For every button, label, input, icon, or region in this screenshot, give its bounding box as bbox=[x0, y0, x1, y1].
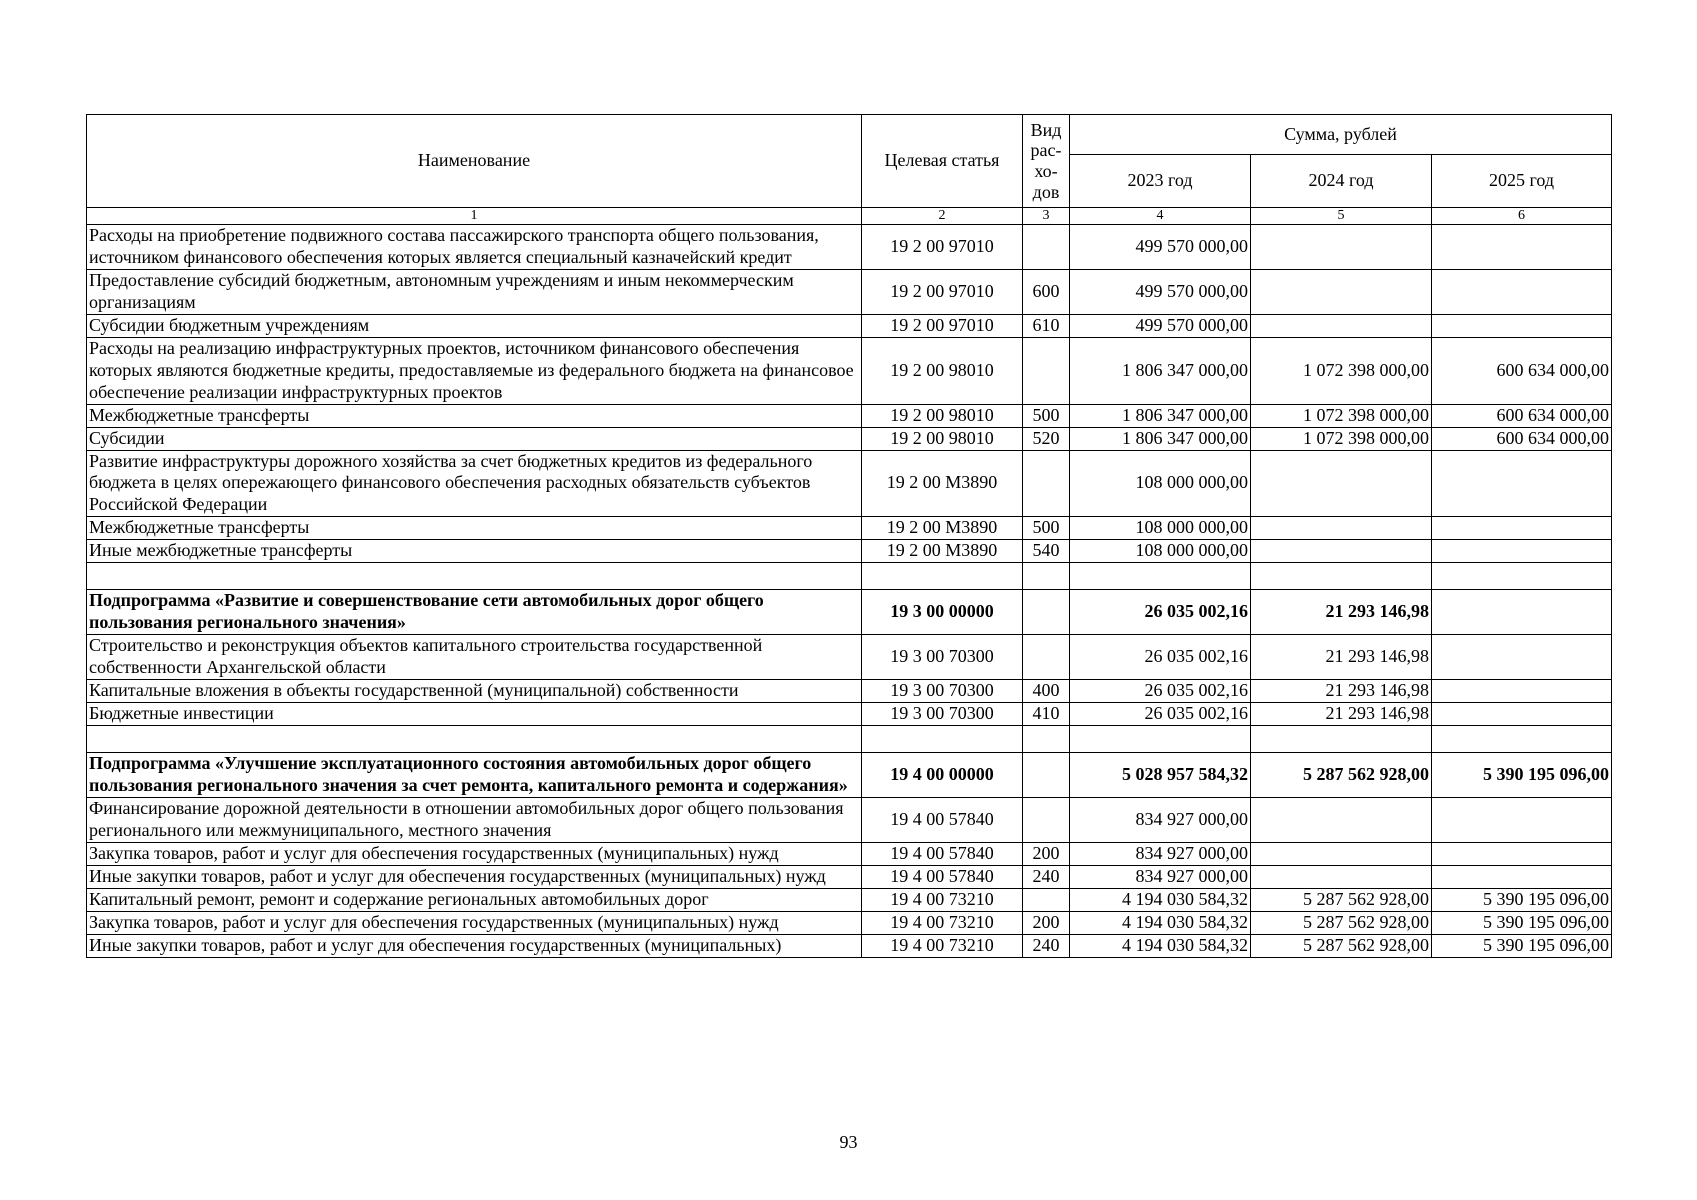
column-number: 1 bbox=[87, 208, 862, 225]
cell-amount-2023: 1 806 347 000,00 bbox=[1070, 404, 1251, 427]
cell-amount-2024 bbox=[1251, 540, 1432, 563]
table-row bbox=[87, 635, 1612, 680]
cell-amount-2025 bbox=[1432, 540, 1612, 563]
cell-amount-2025 bbox=[1432, 225, 1612, 270]
cell-name: Строительство и реконструкция объектов капитального строительства государственной собственности Архангельской области bbox=[87, 635, 862, 680]
cell-amount-2024 bbox=[1251, 269, 1432, 314]
cell-target-article: 19 2 00 97010 bbox=[862, 269, 1023, 314]
cell-amount-2025 bbox=[1432, 635, 1612, 680]
header-sum: Сумма, рублей bbox=[1070, 115, 1612, 155]
cell-amount-2023: 26 035 002,16 bbox=[1070, 680, 1251, 703]
header-name: Наименование bbox=[87, 115, 862, 208]
header-year-2024: 2024 год bbox=[1251, 155, 1432, 208]
cell-expense-type bbox=[1023, 225, 1070, 270]
cell-expense-type bbox=[1023, 635, 1070, 680]
cell-target-article: 19 2 00 98010 bbox=[862, 337, 1023, 404]
cell-expense-type bbox=[1023, 450, 1070, 517]
cell-amount-2024: 5 287 562 928,00 bbox=[1251, 888, 1432, 911]
cell-amount-2024 bbox=[1251, 797, 1432, 842]
cell-amount-2023: 834 927 000,00 bbox=[1070, 797, 1251, 842]
table-row bbox=[87, 314, 1612, 337]
cell-name bbox=[87, 726, 862, 753]
cell-expense-type bbox=[1023, 563, 1070, 590]
table-row bbox=[87, 797, 1612, 842]
table-row bbox=[87, 590, 1612, 635]
table-row bbox=[87, 934, 1612, 957]
cell-amount-2023: 499 570 000,00 bbox=[1070, 269, 1251, 314]
cell-name: Закупка товаров, работ и услуг для обеспечения государственных (муниципальных) нужд bbox=[87, 911, 862, 934]
table-row bbox=[87, 680, 1612, 703]
cell-target-article: 19 2 00 97010 bbox=[862, 225, 1023, 270]
cell-name: Иные закупки товаров, работ и услуг для обеспечения государственных (муниципальных) нужд bbox=[87, 865, 862, 888]
table-row bbox=[87, 842, 1612, 865]
cell-name: Межбюджетные трансферты bbox=[87, 404, 862, 427]
cell-amount-2024: 21 293 146,98 bbox=[1251, 590, 1432, 635]
cell-amount-2025: 5 390 195 096,00 bbox=[1432, 911, 1612, 934]
cell-amount-2024: 1 072 398 000,00 bbox=[1251, 337, 1432, 404]
cell-amount-2023: 499 570 000,00 bbox=[1070, 314, 1251, 337]
cell-expense-type: 600 bbox=[1023, 269, 1070, 314]
table-row bbox=[87, 450, 1612, 517]
cell-amount-2024: 5 287 562 928,00 bbox=[1251, 753, 1432, 798]
cell-target-article bbox=[862, 726, 1023, 753]
cell-expense-type bbox=[1023, 590, 1070, 635]
cell-target-article: 19 4 00 57840 bbox=[862, 797, 1023, 842]
cell-amount-2023: 4 194 030 584,32 bbox=[1070, 911, 1251, 934]
cell-target-article: 19 3 00 70300 bbox=[862, 635, 1023, 680]
cell-amount-2024: 5 287 562 928,00 bbox=[1251, 911, 1432, 934]
cell-expense-type bbox=[1023, 797, 1070, 842]
cell-expense-type: 240 bbox=[1023, 865, 1070, 888]
cell-target-article: 19 4 00 73210 bbox=[862, 911, 1023, 934]
cell-amount-2023: 4 194 030 584,32 bbox=[1070, 888, 1251, 911]
cell-amount-2025: 600 634 000,00 bbox=[1432, 337, 1612, 404]
header-expense-type: Вид рас-хо-дов bbox=[1023, 115, 1070, 208]
cell-amount-2025: 5 390 195 096,00 bbox=[1432, 753, 1612, 798]
cell-amount-2025 bbox=[1432, 842, 1612, 865]
column-number: 4 bbox=[1070, 208, 1251, 225]
cell-amount-2023: 4 194 030 584,32 bbox=[1070, 934, 1251, 957]
table-row bbox=[87, 703, 1612, 726]
cell-name: Бюджетные инвестиции bbox=[87, 703, 862, 726]
table-row bbox=[87, 404, 1612, 427]
table-row bbox=[87, 888, 1612, 911]
cell-amount-2025 bbox=[1432, 314, 1612, 337]
cell-expense-type: 500 bbox=[1023, 404, 1070, 427]
cell-amount-2025 bbox=[1432, 726, 1612, 753]
cell-target-article: 19 2 00 М3890 bbox=[862, 450, 1023, 517]
column-number: 3 bbox=[1023, 208, 1070, 225]
cell-expense-type: 240 bbox=[1023, 934, 1070, 957]
cell-target-article: 19 2 00 М3890 bbox=[862, 540, 1023, 563]
column-number: 6 bbox=[1432, 208, 1612, 225]
cell-name: Иные закупки товаров, работ и услуг для обеспечения государственных (муниципальных) bbox=[87, 934, 862, 957]
table-row bbox=[87, 517, 1612, 540]
cell-target-article: 19 4 00 73210 bbox=[862, 888, 1023, 911]
column-number: 2 bbox=[862, 208, 1023, 225]
cell-expense-type: 200 bbox=[1023, 911, 1070, 934]
cell-expense-type bbox=[1023, 888, 1070, 911]
cell-amount-2024 bbox=[1251, 314, 1432, 337]
cell-amount-2023: 834 927 000,00 bbox=[1070, 865, 1251, 888]
cell-amount-2024 bbox=[1251, 225, 1432, 270]
cell-name: Подпрограмма «Улучшение эксплуатационного состояния автомобильных дорог общего пользования регионального значения за счет ремонта, капитального ремонта и содержания» bbox=[87, 753, 862, 798]
cell-amount-2024: 21 293 146,98 bbox=[1251, 635, 1432, 680]
column-numbers-row bbox=[87, 208, 1612, 225]
cell-amount-2025 bbox=[1432, 703, 1612, 726]
cell-name: Капитальные вложения в объекты государственной (муниципальной) собственности bbox=[87, 680, 862, 703]
cell-amount-2024: 21 293 146,98 bbox=[1251, 703, 1432, 726]
cell-name: Развитие инфраструктуры дорожного хозяйства за счет бюджетных кредитов из федерального бюджета в целях опережающего финансового обеспечения расходных обязательств субъектов Российской Федерации bbox=[87, 450, 862, 517]
header-year-2023: 2023 год bbox=[1070, 155, 1251, 208]
cell-amount-2024: 1 072 398 000,00 bbox=[1251, 404, 1432, 427]
cell-expense-type bbox=[1023, 337, 1070, 404]
cell-amount-2023: 26 035 002,16 bbox=[1070, 703, 1251, 726]
cell-amount-2025 bbox=[1432, 680, 1612, 703]
cell-amount-2023: 26 035 002,16 bbox=[1070, 635, 1251, 680]
cell-target-article: 19 4 00 00000 bbox=[862, 753, 1023, 798]
table-row bbox=[87, 427, 1612, 450]
header-year-2025: 2025 год bbox=[1432, 155, 1612, 208]
table-row bbox=[87, 540, 1612, 563]
cell-amount-2024: 1 072 398 000,00 bbox=[1251, 427, 1432, 450]
cell-expense-type: 400 bbox=[1023, 680, 1070, 703]
cell-amount-2025 bbox=[1432, 797, 1612, 842]
page-number: 93 bbox=[839, 1132, 858, 1152]
table-row bbox=[87, 753, 1612, 798]
cell-amount-2025 bbox=[1432, 517, 1612, 540]
cell-expense-type: 540 bbox=[1023, 540, 1070, 563]
column-number: 5 bbox=[1251, 208, 1432, 225]
cell-target-article: 19 2 00 97010 bbox=[862, 314, 1023, 337]
table-row bbox=[87, 865, 1612, 888]
cell-amount-2023 bbox=[1070, 726, 1251, 753]
cell-target-article: 19 2 00 98010 bbox=[862, 404, 1023, 427]
cell-target-article: 19 4 00 57840 bbox=[862, 865, 1023, 888]
table-row bbox=[87, 337, 1612, 404]
table-row bbox=[87, 911, 1612, 934]
cell-target-article: 19 2 00 М3890 bbox=[862, 517, 1023, 540]
table-row bbox=[87, 225, 1612, 270]
cell-amount-2025 bbox=[1432, 590, 1612, 635]
cell-expense-type: 610 bbox=[1023, 314, 1070, 337]
cell-amount-2025 bbox=[1432, 563, 1612, 590]
cell-amount-2024 bbox=[1251, 865, 1432, 888]
cell-expense-type: 200 bbox=[1023, 842, 1070, 865]
table-row bbox=[87, 726, 1612, 753]
cell-amount-2024 bbox=[1251, 726, 1432, 753]
cell-amount-2023: 1 806 347 000,00 bbox=[1070, 427, 1251, 450]
table-row bbox=[87, 563, 1612, 590]
cell-target-article: 19 3 00 00000 bbox=[862, 590, 1023, 635]
cell-amount-2025 bbox=[1432, 450, 1612, 517]
cell-name: Предоставление субсидий бюджетным, автономным учреждениям и иным некоммерческим организациям bbox=[87, 269, 862, 314]
cell-target-article bbox=[862, 563, 1023, 590]
cell-amount-2023: 108 000 000,00 bbox=[1070, 540, 1251, 563]
cell-name: Субсидии bbox=[87, 427, 862, 450]
cell-amount-2025: 600 634 000,00 bbox=[1432, 427, 1612, 450]
cell-amount-2023: 834 927 000,00 bbox=[1070, 842, 1251, 865]
table-body bbox=[87, 225, 1612, 958]
cell-amount-2024 bbox=[1251, 563, 1432, 590]
cell-name: Закупка товаров, работ и услуг для обеспечения государственных (муниципальных) нужд bbox=[87, 842, 862, 865]
cell-name: Межбюджетные трансферты bbox=[87, 517, 862, 540]
cell-amount-2024 bbox=[1251, 450, 1432, 517]
cell-expense-type: 520 bbox=[1023, 427, 1070, 450]
cell-target-article: 19 4 00 57840 bbox=[862, 842, 1023, 865]
cell-amount-2023: 26 035 002,16 bbox=[1070, 590, 1251, 635]
cell-amount-2024 bbox=[1251, 842, 1432, 865]
cell-amount-2023: 499 570 000,00 bbox=[1070, 225, 1251, 270]
cell-name: Капитальный ремонт, ремонт и содержание региональных автомобильных дорог bbox=[87, 888, 862, 911]
cell-name: Подпрограмма «Развитие и совершенствование сети автомобильных дорог общего пользования регионального значения» bbox=[87, 590, 862, 635]
cell-name: Иные межбюджетные трансферты bbox=[87, 540, 862, 563]
cell-amount-2024: 21 293 146,98 bbox=[1251, 680, 1432, 703]
cell-amount-2023: 5 028 957 584,32 bbox=[1070, 753, 1251, 798]
cell-amount-2025: 5 390 195 096,00 bbox=[1432, 888, 1612, 911]
cell-amount-2024: 5 287 562 928,00 bbox=[1251, 934, 1432, 957]
cell-target-article: 19 3 00 70300 bbox=[862, 703, 1023, 726]
cell-amount-2024 bbox=[1251, 517, 1432, 540]
cell-amount-2023: 108 000 000,00 bbox=[1070, 517, 1251, 540]
cell-target-article: 19 2 00 98010 bbox=[862, 427, 1023, 450]
cell-expense-type bbox=[1023, 726, 1070, 753]
cell-amount-2025: 600 634 000,00 bbox=[1432, 404, 1612, 427]
cell-target-article: 19 4 00 73210 bbox=[862, 934, 1023, 957]
cell-amount-2023: 1 806 347 000,00 bbox=[1070, 337, 1251, 404]
cell-name bbox=[87, 563, 862, 590]
table-row bbox=[87, 269, 1612, 314]
cell-amount-2025 bbox=[1432, 269, 1612, 314]
cell-target-article: 19 3 00 70300 bbox=[862, 680, 1023, 703]
cell-name: Финансирование дорожной деятельности в отношении автомобильных дорог общего пользования регионального или межмуниципального, местного значения bbox=[87, 797, 862, 842]
header-target-article: Целевая статья bbox=[862, 115, 1023, 208]
cell-amount-2025: 5 390 195 096,00 bbox=[1432, 934, 1612, 957]
cell-amount-2025 bbox=[1432, 865, 1612, 888]
cell-name: Расходы на реализацию инфраструктурных проектов, источником финансового обеспечения которых являются бюджетные кредиты, предоставляемые из федерального бюджета на финансовое обеспечение реализации инфраструктурных проектов bbox=[87, 337, 862, 404]
cell-amount-2023 bbox=[1070, 563, 1251, 590]
cell-name: Расходы на приобретение подвижного состава пассажирского транспорта общего пользования, источником финансового обеспечения которых является специальный казначейский кредит bbox=[87, 225, 862, 270]
cell-expense-type bbox=[1023, 753, 1070, 798]
cell-amount-2023: 108 000 000,00 bbox=[1070, 450, 1251, 517]
budget-table bbox=[86, 114, 1612, 958]
cell-expense-type: 410 bbox=[1023, 703, 1070, 726]
cell-expense-type: 500 bbox=[1023, 517, 1070, 540]
cell-name: Субсидии бюджетным учреждениям bbox=[87, 314, 862, 337]
